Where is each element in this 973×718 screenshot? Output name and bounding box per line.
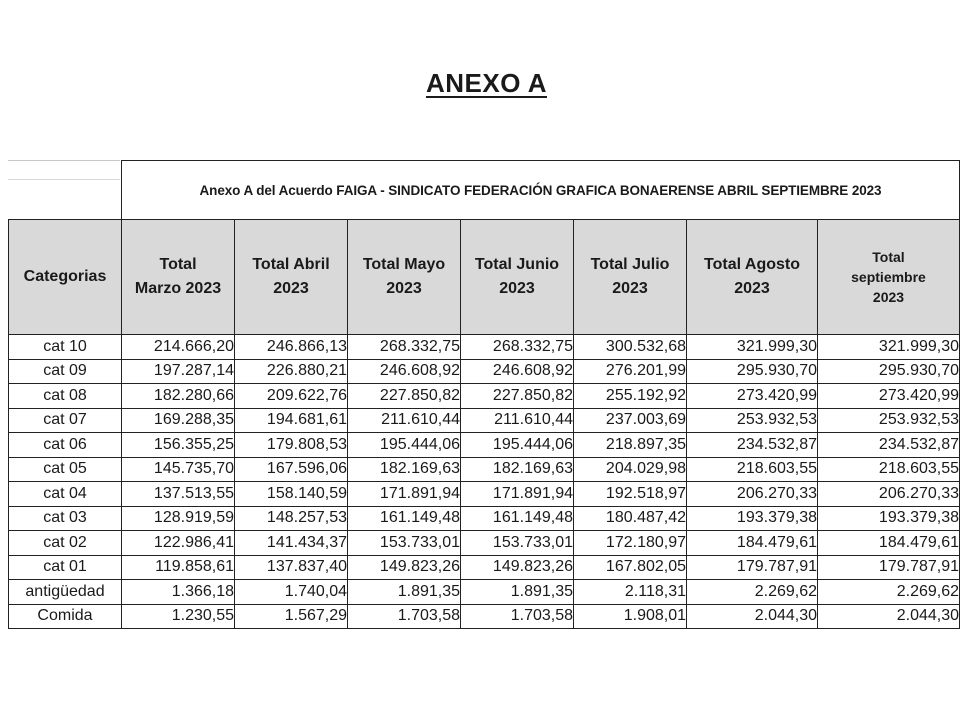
table-row: [9, 335, 960, 360]
amount-cell: 226.880,21: [235, 359, 348, 384]
category-cell: cat 06: [9, 433, 122, 458]
amount-cell: 2.269,62: [687, 580, 818, 605]
amount-cell: 193.379,38: [687, 506, 818, 531]
header-line: Total Mayo: [362, 256, 446, 273]
amount-cell: 156.355,25: [122, 433, 235, 458]
amount-cell: 179.808,53: [235, 433, 348, 458]
table-body: [9, 335, 960, 629]
category-cell: cat 10: [9, 335, 122, 360]
category-cell: cat 08: [9, 384, 122, 409]
category-cell: cat 07: [9, 408, 122, 433]
amount-cell: 195.444,06: [461, 433, 574, 458]
table-row: [9, 457, 960, 482]
amount-cell: 182.280,66: [122, 384, 235, 409]
amount-cell: 193.379,38: [818, 506, 960, 531]
header-junio: [461, 220, 574, 335]
amount-cell: 1.891,35: [461, 580, 574, 605]
table-row: [9, 433, 960, 458]
category-cell: cat 02: [9, 531, 122, 556]
amount-cell: 1.230,55: [122, 604, 235, 629]
amount-cell: 161.149,48: [348, 506, 461, 531]
amount-cell: 161.149,48: [461, 506, 574, 531]
header-row: [9, 220, 960, 335]
header-agosto: [687, 220, 818, 335]
header-line: Total: [872, 249, 905, 265]
amount-cell: 137.837,40: [235, 555, 348, 580]
amount-cell: 206.270,33: [818, 482, 960, 507]
amount-cell: 171.891,94: [461, 482, 574, 507]
header-line: Total: [159, 256, 197, 273]
amount-cell: 273.420,99: [687, 384, 818, 409]
header-line: Total Abril: [252, 256, 330, 273]
header-line: Total Junio: [474, 256, 560, 273]
blank-corner-cell: [9, 161, 122, 220]
amount-cell: 1.366,18: [122, 580, 235, 605]
table-row: [9, 531, 960, 556]
amount-cell: 218.603,55: [818, 457, 960, 482]
category-cell: cat 03: [9, 506, 122, 531]
amount-cell: 321.999,30: [818, 335, 960, 360]
amount-cell: 253.932,53: [687, 408, 818, 433]
amount-cell: 167.596,06: [235, 457, 348, 482]
amount-cell: 300.532,68: [574, 335, 687, 360]
amount-cell: 268.332,75: [348, 335, 461, 360]
amount-cell: 137.513,55: [122, 482, 235, 507]
amount-cell: 158.140,59: [235, 482, 348, 507]
amount-cell: 197.287,14: [122, 359, 235, 384]
document-title: ANEXO A: [426, 68, 547, 98]
amount-cell: 149.823,26: [348, 555, 461, 580]
amount-cell: 209.622,76: [235, 384, 348, 409]
table-banner: Anexo A del Acuerdo FAIGA - SINDICATO FEDERACIÓN GRAFICA BONAERENSE ABRIL SEPTIEMBRE 2023: [122, 161, 960, 220]
table-row: [9, 580, 960, 605]
amount-cell: 119.858,61: [122, 555, 235, 580]
banner-row: [9, 161, 960, 220]
category-cell: cat 01: [9, 555, 122, 580]
amount-cell: 1.891,35: [348, 580, 461, 605]
table-row: [9, 359, 960, 384]
amount-cell: 148.257,53: [235, 506, 348, 531]
amount-cell: 268.332,75: [461, 335, 574, 360]
amount-cell: 169.288,35: [122, 408, 235, 433]
amount-cell: 194.681,61: [235, 408, 348, 433]
amount-cell: 141.434,37: [235, 531, 348, 556]
amount-cell: 149.823,26: [461, 555, 574, 580]
amount-cell: 1.908,01: [574, 604, 687, 629]
amount-cell: 172.180,97: [574, 531, 687, 556]
header-line: 2023: [273, 280, 309, 297]
amount-cell: 2.118,31: [574, 580, 687, 605]
header-mayo: [348, 220, 461, 335]
amount-cell: 1.740,04: [235, 580, 348, 605]
amount-cell: 218.603,55: [687, 457, 818, 482]
salary-table: [8, 160, 960, 629]
category-cell: cat 05: [9, 457, 122, 482]
amount-cell: 227.850,82: [348, 384, 461, 409]
amount-cell: 195.444,06: [348, 433, 461, 458]
amount-cell: 192.518,97: [574, 482, 687, 507]
amount-cell: 206.270,33: [687, 482, 818, 507]
amount-cell: 227.850,82: [461, 384, 574, 409]
amount-cell: 255.192,92: [574, 384, 687, 409]
amount-cell: 184.479,61: [818, 531, 960, 556]
amount-cell: 295.930,70: [818, 359, 960, 384]
amount-cell: 167.802,05: [574, 555, 687, 580]
amount-cell: 122.986,41: [122, 531, 235, 556]
amount-cell: 246.608,92: [348, 359, 461, 384]
amount-cell: 211.610,44: [461, 408, 574, 433]
amount-cell: 237.003,69: [574, 408, 687, 433]
amount-cell: 234.532,87: [818, 433, 960, 458]
amount-cell: 180.487,42: [574, 506, 687, 531]
header-line: 2023: [734, 280, 770, 297]
amount-cell: 179.787,91: [818, 555, 960, 580]
table-row: [9, 604, 960, 629]
amount-cell: 218.897,35: [574, 433, 687, 458]
table-row: [9, 408, 960, 433]
header-line: 2023: [872, 289, 905, 305]
table-row: [9, 506, 960, 531]
amount-cell: 253.932,53: [818, 408, 960, 433]
amount-cell: 128.919,59: [122, 506, 235, 531]
header-line: septiembre: [851, 269, 926, 285]
table-row: [9, 482, 960, 507]
amount-cell: 184.479,61: [687, 531, 818, 556]
header-julio: [574, 220, 687, 335]
category-cell: antigüedad: [9, 580, 122, 605]
amount-cell: 1.567,29: [235, 604, 348, 629]
header-categorias: [9, 220, 122, 335]
header-line: 2023: [386, 280, 422, 297]
amount-cell: 2.044,30: [687, 604, 818, 629]
amount-cell: 273.420,99: [818, 384, 960, 409]
amount-cell: 179.787,91: [687, 555, 818, 580]
header-marzo: [122, 220, 235, 335]
header-line: 2023: [612, 280, 648, 297]
table-row: [9, 555, 960, 580]
amount-cell: 182.169,63: [461, 457, 574, 482]
amount-cell: 171.891,94: [348, 482, 461, 507]
table-row: [9, 384, 960, 409]
amount-cell: 2.044,30: [818, 604, 960, 629]
amount-cell: 295.930,70: [687, 359, 818, 384]
amount-cell: 246.608,92: [461, 359, 574, 384]
amount-cell: 321.999,30: [687, 335, 818, 360]
amount-cell: 214.666,20: [122, 335, 235, 360]
header-line: Total Julio: [590, 256, 670, 273]
amount-cell: 246.866,13: [235, 335, 348, 360]
amount-cell: 2.269,62: [818, 580, 960, 605]
header-line: Total Agosto: [704, 256, 800, 273]
header-abril: [235, 220, 348, 335]
amount-cell: 211.610,44: [348, 408, 461, 433]
amount-cell: 1.703,58: [461, 604, 574, 629]
amount-cell: 153.733,01: [348, 531, 461, 556]
header-line: Categorias: [23, 268, 107, 285]
header-line: Marzo 2023: [134, 280, 222, 297]
amount-cell: 182.169,63: [348, 457, 461, 482]
category-cell: cat 04: [9, 482, 122, 507]
amount-cell: 234.532,87: [687, 433, 818, 458]
amount-cell: 276.201,99: [574, 359, 687, 384]
header-septiembre: [818, 220, 960, 335]
amount-cell: 153.733,01: [461, 531, 574, 556]
amount-cell: 204.029,98: [574, 457, 687, 482]
category-cell: Comida: [9, 604, 122, 629]
amount-cell: 1.703,58: [348, 604, 461, 629]
header-line: 2023: [499, 280, 535, 297]
category-cell: cat 09: [9, 359, 122, 384]
amount-cell: 145.735,70: [122, 457, 235, 482]
